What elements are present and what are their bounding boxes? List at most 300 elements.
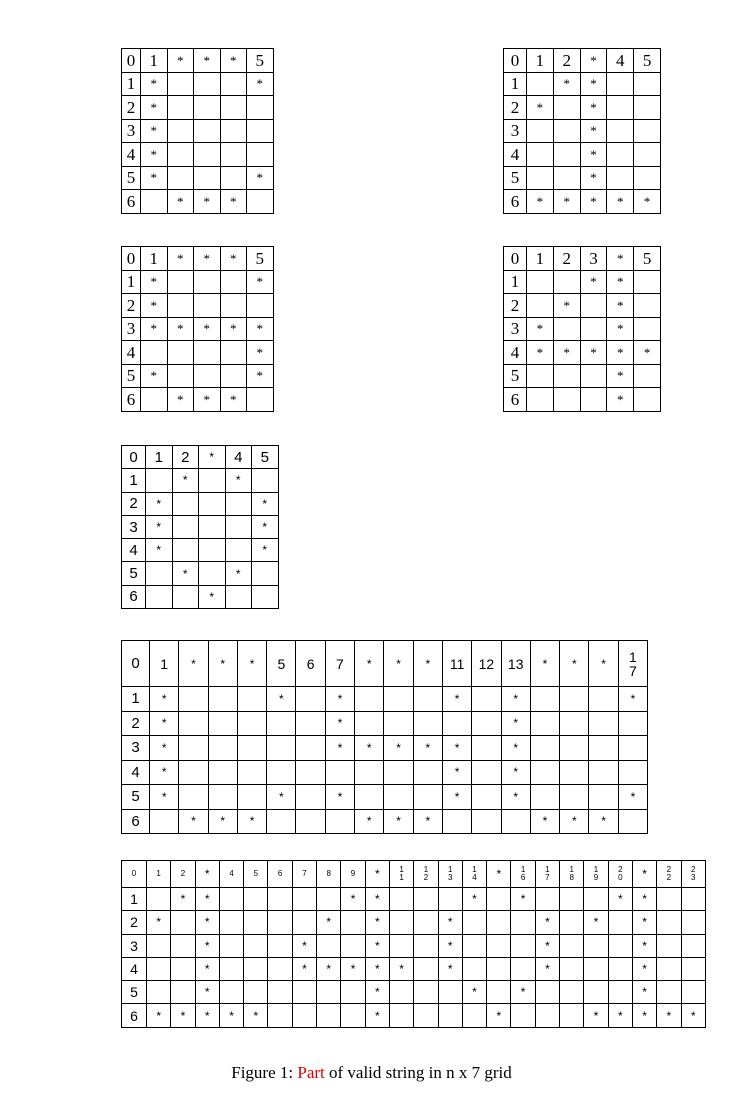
grid-cell	[608, 957, 632, 980]
grid-cell	[487, 957, 511, 980]
grid-cell	[146, 585, 173, 608]
grid-cell: *	[438, 957, 462, 980]
grid-cell	[268, 981, 292, 1004]
grid-cell	[194, 143, 221, 167]
grid-cell: 3	[122, 934, 147, 957]
grid-cell: *	[607, 270, 634, 294]
grid-cell	[580, 317, 607, 341]
grid-cell: *	[247, 364, 274, 388]
grid-cell: *	[589, 809, 618, 834]
grid-cell	[172, 515, 199, 538]
grid-cell: *	[553, 190, 580, 214]
grid-cell	[657, 888, 681, 911]
grid-cell: *	[553, 341, 580, 365]
grid-cell	[268, 957, 292, 980]
grid-cell: 11	[442, 641, 471, 687]
grid-cell	[414, 934, 438, 957]
grid-cell	[389, 1004, 413, 1027]
grid-cell: *	[194, 247, 221, 271]
grid-cell	[325, 760, 354, 785]
grid-cell: *	[384, 641, 413, 687]
grid-cell	[553, 317, 580, 341]
grid-cell	[220, 364, 247, 388]
grid-cell	[194, 270, 221, 294]
grid-cell	[252, 469, 279, 492]
grid-cell: *	[317, 911, 341, 934]
grid-cell: *	[141, 294, 168, 318]
grid-cell	[462, 957, 486, 980]
grid-row	[504, 166, 661, 190]
grid-row	[122, 981, 706, 1004]
grid-cell	[607, 96, 634, 120]
grid-cell	[179, 785, 208, 810]
grid-cell	[384, 760, 413, 785]
grid-cell	[194, 341, 221, 365]
grid-cell: *	[247, 317, 274, 341]
grid-header-row	[122, 247, 274, 271]
grid-cell	[527, 119, 554, 143]
grid-cell	[292, 888, 316, 911]
grid-cell: *	[150, 785, 179, 810]
grid-cell	[220, 72, 247, 96]
grid-cell: *	[462, 981, 486, 1004]
grid-cell: *	[237, 641, 266, 687]
grid-cell: *	[252, 515, 279, 538]
grid-cell	[199, 515, 226, 538]
grid-cell: *	[220, 190, 247, 214]
grid-cell: 2	[122, 294, 141, 318]
grid-cell	[167, 341, 194, 365]
grid-cell: 1	[122, 469, 146, 492]
grid-cell: 4	[122, 957, 147, 980]
grid-cell	[219, 957, 243, 980]
grid-row	[122, 294, 274, 318]
grid-cell: *	[530, 809, 559, 834]
grid-cell: 1	[122, 888, 147, 911]
grid-cell	[618, 809, 647, 834]
grid-cell: *	[527, 190, 554, 214]
grid-header-row	[122, 641, 648, 687]
grid-cell	[389, 981, 413, 1004]
grid-cell: *	[413, 641, 442, 687]
grid-cell	[657, 957, 681, 980]
grid-header-row	[504, 49, 661, 73]
grid-cell	[560, 888, 584, 911]
grid-cell: 8	[317, 861, 341, 888]
grid-cell: *	[657, 1004, 681, 1027]
grid-cell: *	[608, 888, 632, 911]
grid-cell: *	[199, 446, 226, 469]
grid-cell	[553, 143, 580, 167]
grid-cell: 4	[122, 341, 141, 365]
grid-cell: 1 7	[618, 641, 647, 687]
grid-cell	[225, 492, 252, 515]
grid-cell	[146, 469, 173, 492]
grid-cell: *	[172, 562, 199, 585]
grid-cell: 0	[122, 641, 150, 687]
grid-cell: *	[225, 469, 252, 492]
grid-6	[121, 640, 648, 834]
grid-cell	[220, 96, 247, 120]
grid-cell	[607, 72, 634, 96]
caption-highlight: Part	[297, 1063, 325, 1082]
grid-row	[504, 341, 661, 365]
grid-cell	[237, 687, 266, 712]
grid-cell: *	[194, 388, 221, 412]
grid-cell	[584, 888, 608, 911]
grid-cell: 4	[122, 539, 146, 562]
grid-row	[122, 687, 648, 712]
grid-cell: 2 3	[681, 861, 705, 888]
grid-cell: *	[608, 1004, 632, 1027]
grid-cell	[681, 911, 705, 934]
grid-cell	[171, 911, 195, 934]
grid-cell: *	[607, 341, 634, 365]
grid-cell	[268, 934, 292, 957]
grid-row	[122, 736, 648, 761]
grid-cell: *	[325, 711, 354, 736]
grid-cell: *	[438, 934, 462, 957]
grid-cell: 0	[122, 446, 146, 469]
grid-cell: *	[195, 1004, 219, 1027]
grid-cell: *	[607, 294, 634, 318]
grid-cell: 2	[171, 861, 195, 888]
grid-cell: *	[195, 911, 219, 934]
grid-7	[121, 860, 706, 1028]
grid-cell: *	[607, 364, 634, 388]
grid-cell	[252, 585, 279, 608]
grid-cell: *	[511, 981, 535, 1004]
grid-cell: 6	[122, 585, 146, 608]
grid-cell	[341, 934, 365, 957]
grid-cell: 2	[122, 711, 150, 736]
grid-cell	[414, 957, 438, 980]
grid-cell: 3	[504, 317, 527, 341]
grid-cell	[511, 1004, 535, 1027]
grid-cell: 1	[504, 270, 527, 294]
grid-cell: *	[365, 911, 389, 934]
grid-cell: *	[365, 981, 389, 1004]
grid-cell	[220, 119, 247, 143]
grid-cell	[220, 294, 247, 318]
grid-cell: 5	[122, 166, 141, 190]
grid-cell	[472, 711, 501, 736]
grid-cell: 12	[472, 641, 501, 687]
grid-cell: *	[501, 711, 530, 736]
grid-cell: *	[355, 736, 384, 761]
grid-cell: 1	[527, 49, 554, 73]
grid-cell: *	[607, 388, 634, 412]
grid-cell: *	[292, 957, 316, 980]
grid-cell: *	[292, 934, 316, 957]
grid-cell	[220, 270, 247, 294]
grid-row	[504, 119, 661, 143]
grid-cell: 0	[122, 861, 147, 888]
grid-cell	[317, 888, 341, 911]
grid-cell	[634, 96, 661, 120]
grid-cell	[580, 388, 607, 412]
grid-cell	[179, 711, 208, 736]
grid-cell: *	[325, 687, 354, 712]
grid-cell	[608, 934, 632, 957]
grid-cell	[194, 119, 221, 143]
grid-cell: *	[681, 1004, 705, 1027]
grid-cell	[589, 711, 618, 736]
grid-cell	[237, 760, 266, 785]
grid-cell	[171, 934, 195, 957]
grid-cell: *	[580, 166, 607, 190]
grid-cell	[589, 760, 618, 785]
grid-cell: 0	[122, 49, 141, 73]
grid-cell: *	[632, 934, 656, 957]
grid-cell	[560, 957, 584, 980]
grid-cell: *	[141, 317, 168, 341]
grid-cell	[580, 364, 607, 388]
grid-cell	[413, 785, 442, 810]
grid-cell: *	[530, 641, 559, 687]
grid-cell	[553, 364, 580, 388]
grid-cell: *	[247, 270, 274, 294]
grid-cell	[219, 888, 243, 911]
grid-row	[122, 809, 648, 834]
grid-cell	[413, 760, 442, 785]
grid-cell: 1	[122, 270, 141, 294]
grid-cell	[472, 760, 501, 785]
grid-cell: *	[580, 49, 607, 73]
grid-cell: 1	[141, 247, 168, 271]
grid-cell	[527, 143, 554, 167]
grid-cell: *	[195, 861, 219, 888]
grid-cell	[384, 785, 413, 810]
grid-cell: *	[220, 388, 247, 412]
grid-cell: *	[252, 492, 279, 515]
grid-cell	[560, 1004, 584, 1027]
grid-cell: 2	[122, 96, 141, 120]
grid-cell: 1	[122, 72, 141, 96]
grid-cell	[472, 785, 501, 810]
grid-cell: 4	[504, 143, 527, 167]
grid-row	[122, 585, 279, 608]
grid-cell	[681, 981, 705, 1004]
grid-cell: *	[150, 736, 179, 761]
grid-cell	[167, 364, 194, 388]
grid-cell: *	[225, 562, 252, 585]
grid-cell	[442, 711, 471, 736]
grid-row	[504, 388, 661, 412]
grid-cell	[589, 736, 618, 761]
grid-cell	[219, 911, 243, 934]
grid-header-row	[122, 49, 274, 73]
grid-cell: *	[141, 364, 168, 388]
grid-cell	[199, 562, 226, 585]
grid-cell	[527, 294, 554, 318]
grid-cell	[172, 492, 199, 515]
grid-row	[122, 760, 648, 785]
grid-cell: *	[146, 492, 173, 515]
grid-cell	[247, 294, 274, 318]
grid-cell	[511, 957, 535, 980]
grid-cell: *	[560, 809, 589, 834]
grid-cell: 13	[501, 641, 530, 687]
grid-cell	[634, 119, 661, 143]
grid-cell: 5	[634, 49, 661, 73]
grid-cell	[414, 888, 438, 911]
grid-cell: *	[618, 785, 647, 810]
grid-cell	[167, 72, 194, 96]
grid-cell: 1 2	[414, 861, 438, 888]
grid-cell: *	[172, 469, 199, 492]
grid-cell	[325, 809, 354, 834]
grid-cell	[146, 562, 173, 585]
grid-cell	[413, 711, 442, 736]
grid-cell	[244, 911, 268, 934]
grid-cell: 5	[122, 562, 146, 585]
grid-cell: 1	[527, 247, 554, 271]
grid-cell	[389, 911, 413, 934]
grid-cell: *	[607, 247, 634, 271]
grid-cell	[607, 119, 634, 143]
grid-3	[121, 246, 274, 412]
grid-row	[122, 562, 279, 585]
grid-row	[122, 190, 274, 214]
grid-cell	[147, 981, 171, 1004]
grid-row	[122, 888, 706, 911]
grid-cell	[341, 981, 365, 1004]
grid-row	[122, 72, 274, 96]
grid-cell	[527, 72, 554, 96]
grid-row	[504, 72, 661, 96]
grid-cell: 2 0	[608, 861, 632, 888]
grid-cell: *	[355, 809, 384, 834]
grid-cell: *	[527, 96, 554, 120]
grid-cell: 5	[244, 861, 268, 888]
grid-cell: *	[179, 641, 208, 687]
grid-row	[122, 492, 279, 515]
grid-cell	[141, 190, 168, 214]
grid-cell: 6	[122, 388, 141, 412]
grid-header-row	[504, 247, 661, 271]
grid-cell: 6	[504, 388, 527, 412]
grid-cell: *	[194, 49, 221, 73]
grid-cell: 4	[504, 341, 527, 365]
caption-prefix: Figure 1:	[231, 1063, 298, 1082]
grid-cell: *	[237, 809, 266, 834]
grid-cell	[414, 911, 438, 934]
grid-cell	[527, 166, 554, 190]
grid-cell: *	[553, 72, 580, 96]
grid-cell	[219, 934, 243, 957]
grid-cell	[244, 981, 268, 1004]
grid-cell	[487, 934, 511, 957]
grid-cell: 5	[122, 364, 141, 388]
grid-cell	[560, 911, 584, 934]
grid-cell: *	[632, 861, 656, 888]
grid-cell: 0	[504, 247, 527, 271]
grid-row	[504, 270, 661, 294]
grid-cell: *	[247, 341, 274, 365]
grid-cell	[225, 515, 252, 538]
grid-cell: *	[141, 119, 168, 143]
grid-cell: *	[325, 785, 354, 810]
grid-cell	[172, 585, 199, 608]
grid-cell: *	[632, 1004, 656, 1027]
grid-cell: 1 6	[511, 861, 535, 888]
grid-cell	[167, 96, 194, 120]
grid-cell	[634, 388, 661, 412]
grid-cell	[292, 911, 316, 934]
grid-cell: *	[487, 861, 511, 888]
grid-cell: 1	[147, 861, 171, 888]
grid-cell	[389, 888, 413, 911]
grid-cell: *	[527, 317, 554, 341]
grid-cell	[584, 934, 608, 957]
grid-cell	[657, 934, 681, 957]
grid-cell	[657, 911, 681, 934]
grid-cell	[589, 785, 618, 810]
grid-cell: *	[501, 760, 530, 785]
grid-cell: *	[341, 888, 365, 911]
grid-cell: *	[560, 641, 589, 687]
grid-cell	[267, 760, 296, 785]
grid-row	[122, 711, 648, 736]
grid-cell	[147, 888, 171, 911]
grid-cell: *	[317, 957, 341, 980]
grid-cell: *	[413, 736, 442, 761]
grid-cell: *	[580, 341, 607, 365]
grid-cell: 5	[122, 785, 150, 810]
grid-row	[122, 143, 274, 167]
grid-cell: *	[167, 247, 194, 271]
grid-cell: 3	[122, 119, 141, 143]
grid-cell: *	[618, 687, 647, 712]
grid-cell	[341, 1004, 365, 1027]
grid-cell	[244, 957, 268, 980]
grid-cell	[589, 687, 618, 712]
grid-cell	[487, 911, 511, 934]
grid-cell	[657, 981, 681, 1004]
grid-cell	[584, 981, 608, 1004]
grid-cell	[220, 166, 247, 190]
grid-cell: 2	[553, 49, 580, 73]
grid-cell	[171, 957, 195, 980]
grid-cell: *	[220, 49, 247, 73]
grid-cell	[167, 294, 194, 318]
grid-row	[504, 364, 661, 388]
grid-row	[122, 469, 279, 492]
grid-cell: *	[167, 190, 194, 214]
grid-cell	[167, 270, 194, 294]
grid-cell	[141, 341, 168, 365]
grid-cell	[608, 911, 632, 934]
grid-cell: 7	[292, 861, 316, 888]
grid-cell: 5	[504, 364, 527, 388]
grid-cell	[634, 294, 661, 318]
grid-cell	[634, 270, 661, 294]
grid-cell	[618, 760, 647, 785]
grid-cell	[530, 785, 559, 810]
grid-header-row	[122, 446, 279, 469]
grid-cell	[462, 911, 486, 934]
grid-cell: *	[365, 861, 389, 888]
grid-cell	[553, 119, 580, 143]
grid-cell	[384, 687, 413, 712]
grid-cell: 2	[553, 247, 580, 271]
grid-row	[122, 166, 274, 190]
grid-cell: 2	[504, 294, 527, 318]
grid-cell	[584, 957, 608, 980]
grid-cell: *	[580, 143, 607, 167]
grid-cell: *	[580, 72, 607, 96]
